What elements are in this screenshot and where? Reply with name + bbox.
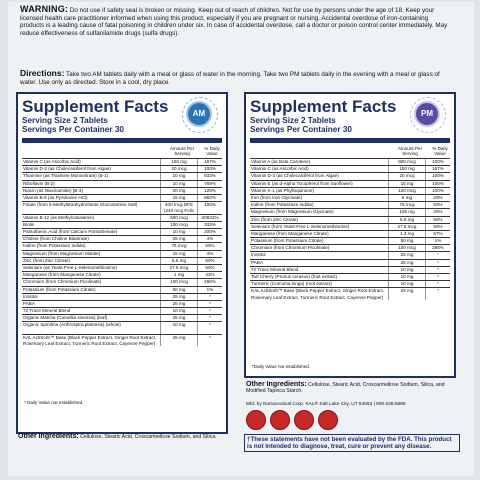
nutrient-name: Organic Matcha (Camellia sinensis) (leaf)	[23, 315, 108, 321]
nutrient-amount: 20 mg	[160, 188, 197, 194]
pm-panel-title: Supplement Facts	[250, 97, 397, 116]
nutrient-row	[250, 194, 450, 201]
nutrient-row	[250, 165, 450, 172]
nutrient-name: Manganese (from Manganese Citrate)	[251, 230, 329, 236]
nutrient-dv: 50%	[197, 265, 222, 271]
nutrient-amount: 25 mg	[160, 335, 197, 347]
nutrient-row	[22, 180, 222, 187]
nutrient-name: Magnesium (from Magnesium Glycinate)	[251, 209, 334, 215]
nutrient-amount: 15 mg	[160, 195, 197, 201]
nutrient-amount: 15 mg	[388, 181, 425, 187]
nutrient-row	[22, 235, 222, 242]
nutrient-dv: 286%	[197, 279, 222, 285]
am-facts-table	[22, 158, 222, 346]
nutrient-amount: 25 mg	[388, 252, 425, 258]
pm-facts-table	[250, 158, 450, 300]
am-col-amount: Amount Per Serving	[169, 146, 195, 156]
nutrient-amount: 5.5 mg	[388, 217, 425, 223]
nutrient-dv: 4%	[197, 236, 222, 242]
nutrient-name: Folate (from 5-Methyltetrahydrofolate Glucosamine Salt)	[23, 202, 138, 208]
directions-block	[20, 70, 452, 86]
nutrient-dv: *	[197, 322, 222, 334]
nutrient-name: 72 Trace Mineral Blend	[251, 266, 299, 272]
nutrient-name: Zinc (from Zinc Citrate)	[251, 216, 298, 222]
nutrient-amount: 27.5 mcg	[388, 224, 425, 230]
pm-thick-rule	[250, 138, 450, 143]
nutrient-row	[250, 251, 450, 258]
nutrient-name: Magnesium (from Magnesium Malate)	[23, 250, 101, 256]
nutrient-amount: 10 mg	[388, 281, 425, 287]
pm-serving-info	[250, 116, 352, 134]
nutrient-dv: 25%	[425, 209, 450, 215]
nutrient-dv: *	[197, 315, 222, 321]
am-supplement-facts-panel	[16, 92, 228, 434]
nutrient-amount: 900 mcg	[388, 159, 425, 165]
nutrient-row	[22, 314, 222, 321]
nutrient-name: Biotin	[23, 221, 35, 227]
nutrient-dv: 100%	[197, 202, 222, 214]
nutrient-amount: 100 mcg	[388, 245, 425, 251]
nutrient-dv: 57%	[425, 231, 450, 237]
nutrient-name: Choline (from Choline Bitartrate)	[23, 236, 89, 242]
nutrient-row	[22, 334, 222, 347]
nutrient-dv: 286%	[425, 245, 450, 251]
nutrient-dv: *	[425, 281, 450, 287]
am-thick-rule	[22, 138, 222, 143]
nutrient-amount: 150 mg	[388, 166, 425, 172]
nutrient-amount: 20 mcg	[388, 173, 425, 179]
nutrient-amount: 1.3 mg	[388, 231, 425, 237]
warning-text: Do not use if safety seal is broken or missing. Keep out of reach of children. Not for use by persons under the age of 18. Keep your licensed health care practitioner informed when using this product, especially if you are pregnant or nursing. Accidental overdose of iron-containing products is a leading cause of fatal poisoning in children under six. In case of accidental overdose, call a doctor or poison control center immediately. May reduce effectiveness of sulfanilamide drugs (sulfa drugs).	[20, 7, 448, 37]
nutrient-dv: *	[425, 274, 450, 280]
am-other-heading: Other Ingredients:	[18, 433, 79, 440]
nutrient-row	[250, 259, 450, 266]
nutrient-amount: 150 mg	[160, 159, 197, 165]
nutrient-row	[22, 201, 222, 214]
nutrient-name: KAL ActiSorb™ Base (Black Pepper Extract, Ginger Root Extract, Rosemary Leaf Extract, Turmeric Root Extract, Cayenne Pepper)	[251, 288, 385, 300]
nutrient-name: PABA	[23, 300, 35, 306]
nutrient-dv: 333%	[197, 222, 222, 228]
nutrient-amount: 75 mcg	[388, 202, 425, 208]
directions-heading: Directions:	[20, 68, 65, 78]
nutrient-row	[22, 214, 222, 221]
nutrient-amount: 20 mcg	[160, 166, 197, 172]
nutrient-dv: 100%	[425, 173, 450, 179]
nutrient-dv: *	[425, 252, 450, 258]
pm-col-dv: % Daily Value	[432, 146, 448, 156]
nutrient-dv: 1%	[197, 287, 222, 293]
nutrient-amount: 5.5 mg	[160, 258, 197, 264]
nutrient-name: Iodine (from Potassium Iodide)	[251, 202, 314, 208]
nutrient-name: Tart Cherry (Prunus cerasus) (fruit extract)	[251, 274, 338, 279]
nutrient-dv: *	[425, 267, 450, 273]
nutrient-amount: 10 mg	[160, 173, 197, 179]
nutrient-dv: 167%	[197, 159, 222, 165]
nutrient-dv: *	[425, 260, 450, 266]
nutrient-name: Vitamin A (as Beta Carotene)	[251, 159, 311, 164]
nutrient-dv: *	[425, 288, 450, 300]
nutrient-name: Chromium (from Chromium Picolinate)	[251, 245, 330, 251]
nutrient-dv: 833%	[197, 173, 222, 179]
nutrient-row	[22, 228, 222, 235]
nutrient-amount: 10 mg	[160, 181, 197, 187]
seal-icon	[294, 410, 314, 430]
nutrient-row	[250, 266, 450, 273]
nutrient-name: Thiamine (as Thiamine Mononitrate) (B-1)	[23, 173, 109, 179]
am-serving-info	[22, 116, 124, 134]
nutrient-name: Chromium (from Chromium Picolinate)	[23, 279, 102, 285]
nutrient-amount: 10 mg	[160, 229, 197, 235]
nutrient-name: Selenium (from Yeast-Free L-Selenomethionine)	[251, 223, 350, 229]
nutrient-name: Vitamin E (as d-Alpha Tocopherol from Sunflower)	[251, 180, 353, 186]
nutrient-dv: 4%	[197, 251, 222, 257]
nutrient-amount: 10 mg	[388, 274, 425, 280]
nutrient-amount: 400 mcg DFE (240 mcg Folic	[160, 202, 197, 214]
nutrient-name: 72 Trace Mineral Blend	[23, 308, 71, 314]
nutrient-amount: 10 mg	[160, 308, 197, 314]
nutrient-row	[250, 158, 450, 165]
nutrient-dv: 882%	[197, 195, 222, 201]
nutrient-amount: 25 mg	[388, 288, 425, 300]
pm-other-ingredients	[246, 382, 454, 394]
nutrient-amount: 10 mg	[160, 322, 197, 334]
nutrient-amount: 25 mg	[160, 301, 197, 307]
nutrient-row	[22, 278, 222, 285]
pm-supplement-facts-panel	[244, 92, 456, 378]
nutrient-amount: 50 mg	[160, 287, 197, 293]
pm-badge: PM	[414, 101, 440, 127]
nutrient-row	[250, 223, 450, 230]
nutrient-amount: 100 mcg	[160, 279, 197, 285]
nutrient-dv: 167%	[425, 166, 450, 172]
am-badge: AM	[186, 101, 212, 127]
pm-servings-per-container: Servings Per Container 30	[250, 125, 352, 134]
certification-seals	[246, 410, 338, 430]
nutrient-name: Selenium (as Yeast-Free L-Selenomethionine)	[23, 264, 117, 270]
fda-disclaimer: †These statements have not been evaluated by the FDA. This product is not intended to diagnose, treat, cure or prevent any disease.	[244, 434, 460, 452]
nutrient-amount: 120 mcg	[388, 188, 425, 194]
nutrient-name: Vitamin D-3 (as Cholecalciferol from Algae)	[23, 166, 111, 172]
nutrient-name: Vitamin D-3 (as Cholecalciferol from Algae)	[251, 173, 339, 179]
nutrient-dv: 50%	[197, 243, 222, 249]
seal-icon	[318, 410, 338, 430]
nutrient-row	[22, 307, 222, 314]
nutrient-amount: 75 mcg	[160, 243, 197, 249]
nutrient-dv: 1%	[425, 238, 450, 244]
nutrient-name: Vitamin B-6 (as Pyridoxine HCl)	[23, 194, 88, 200]
nutrient-row	[250, 230, 450, 237]
am-serving-size: Serving Size 2 Tablets	[22, 116, 108, 125]
nutrient-dv: *	[197, 308, 222, 314]
nutrient-name: Vitamin C (as Ascorbic Acid)	[23, 159, 81, 164]
nutrient-name: Organic Spirulina (Arthrospira platensis) (whole)	[23, 322, 121, 328]
nutrient-row	[250, 216, 450, 223]
seal-icon	[246, 410, 266, 430]
nutrient-amount: 25 mg	[160, 236, 197, 242]
nutrient-dv: 50%	[425, 224, 450, 230]
nutrient-amount: 25 mg	[160, 294, 197, 300]
nutrient-amount: 50 mg	[388, 238, 425, 244]
nutrient-row	[22, 257, 222, 264]
nutrient-row	[250, 287, 450, 300]
nutrient-name: Vitamin B-12 (as Methylcobalamin)	[23, 214, 95, 220]
nutrient-name: Pantothenic Acid (from Calcium Pantothenate)	[23, 229, 118, 234]
nutrient-dv: 200%	[197, 229, 222, 235]
am-servings-per-container: Servings Per Container 30	[22, 125, 124, 134]
nutrient-row	[22, 158, 222, 165]
nutrient-dv: 43%	[197, 272, 222, 278]
nutrient-row	[22, 172, 222, 179]
nutrient-dv: 50%	[425, 217, 450, 223]
seal-icon	[270, 410, 290, 430]
nutrient-row	[250, 180, 450, 187]
nutrient-row	[22, 321, 222, 334]
nutrient-row	[250, 244, 450, 251]
nutrient-name: Zinc (from Zinc Citrate)	[23, 257, 70, 263]
nutrient-row	[250, 280, 450, 287]
nutrient-dv: 100%	[425, 159, 450, 165]
am-col-dv: % Daily Value	[204, 146, 220, 156]
nutrient-name: Iodine (from Potassium Iodide)	[23, 243, 86, 249]
nutrient-amount: 27.5 mcg	[160, 265, 197, 271]
nutrient-row	[250, 208, 450, 215]
nutrient-amount: 25 mg	[160, 315, 197, 321]
am-other-text: Cellulose, Stearic Acid, Croscarmellose Sodium, and Silica.	[80, 434, 217, 440]
am-panel-title: Supplement Facts	[22, 97, 169, 116]
pm-dv-note: *Daily Value not established.	[252, 364, 311, 369]
nutrient-row	[22, 165, 222, 172]
pm-other-heading: Other Ingredients:	[246, 381, 307, 388]
nutrient-dv: 50%	[197, 258, 222, 264]
am-other-ingredients	[18, 434, 226, 440]
nutrient-name: Riboflavin (B-2)	[23, 180, 55, 186]
nutrient-amount: 10 mg	[388, 267, 425, 273]
nutrient-row	[22, 242, 222, 249]
nutrient-name: Iron (from Iron Glycinate)	[251, 194, 303, 200]
nutrient-amount: 6 mg	[388, 195, 425, 201]
nutrient-row	[250, 237, 450, 244]
nutrient-dv: 100%	[197, 166, 222, 172]
nutrient-name: Potassium (from Potassium Citrate)	[251, 238, 324, 244]
nutrient-name: Inositol	[23, 293, 38, 299]
nutrient-dv: *	[197, 335, 222, 347]
nutrient-amount: 1 mg	[160, 272, 197, 278]
nutrient-row	[250, 172, 450, 179]
nutrient-row	[22, 286, 222, 293]
nutrient-dv: 33%	[425, 195, 450, 201]
nutrient-row	[250, 201, 450, 208]
nutrient-dv: 50%	[425, 202, 450, 208]
nutrient-dv: 100%	[425, 181, 450, 187]
nutrient-amount: 500 mcg	[160, 215, 197, 221]
nutrient-dv: 769%	[197, 181, 222, 187]
nutrient-row	[22, 250, 222, 257]
nutrient-row	[22, 187, 222, 194]
nutrient-dv: 20833%	[197, 215, 222, 221]
nutrient-name: KAL ActiSorb™ Base (Black Pepper Extract, Ginger Root Extract, Rosemary Leaf Extract, Turmeric Root Extract, Cayenne Pepper)	[23, 334, 157, 347]
nutrient-amount: 25 mg	[388, 260, 425, 266]
nutrient-name: Turmeric (Curcuma longa) (root extract)	[251, 281, 332, 287]
nutrient-amount: 100 mcg	[160, 222, 197, 228]
nutrient-name: Manganese (from Manganese Citrate)	[23, 272, 101, 278]
nutrient-name: Vitamin C (as Ascorbic Acid)	[251, 166, 309, 172]
pm-col-amount: Amount Per Serving	[397, 146, 423, 156]
nutrient-row	[250, 273, 450, 280]
pm-other-text: Cellulose, Stearic Acid, Croscarmellose Sodium, Silica, and Modified Tapioca Starch.	[246, 382, 445, 395]
nutrient-row	[250, 187, 450, 194]
nutrient-amount: 105 mg	[388, 209, 425, 215]
nutrient-name: Potassium (from Potassium Citrate)	[23, 286, 96, 292]
directions-text: Take two AM tablets daily with a meal or glass of water in the morning. Take two PM tablets daily in the evening with a meal or glass of water. Use only as directed. Store in a cool, dry place.	[20, 71, 440, 86]
nutrient-row	[22, 300, 222, 307]
nutrient-name: Inositol	[251, 252, 266, 258]
nutrient-row	[22, 293, 222, 300]
am-dv-note: * Daily Value not established.	[24, 400, 84, 405]
nutrient-row	[22, 221, 222, 228]
nutrient-dv: 125%	[197, 188, 222, 194]
nutrient-row	[22, 264, 222, 271]
pm-serving-size: Serving Size 2 Tablets	[250, 116, 336, 125]
nutrient-amount: 15 mg	[160, 251, 197, 257]
nutrient-dv: *	[197, 301, 222, 307]
nutrient-name: Niacin (as Niacinamide) (B-3)	[23, 187, 83, 193]
nutrient-name: PABA	[251, 259, 263, 265]
nutrient-row	[22, 271, 222, 278]
nutrient-dv: *	[197, 294, 222, 300]
manufacturer-line: Mfd. by Nutraceutical Corp. KAL® Salt Lake City, UT 84093 | 800.538.5888	[246, 402, 406, 407]
nutrient-name: Vitamin K-1 (as Phylloquinone)	[251, 187, 314, 193]
warning-block	[20, 6, 452, 37]
nutrient-dv: 100%	[425, 188, 450, 194]
nutrient-row	[22, 194, 222, 201]
warning-heading: WARNING:	[20, 4, 69, 14]
